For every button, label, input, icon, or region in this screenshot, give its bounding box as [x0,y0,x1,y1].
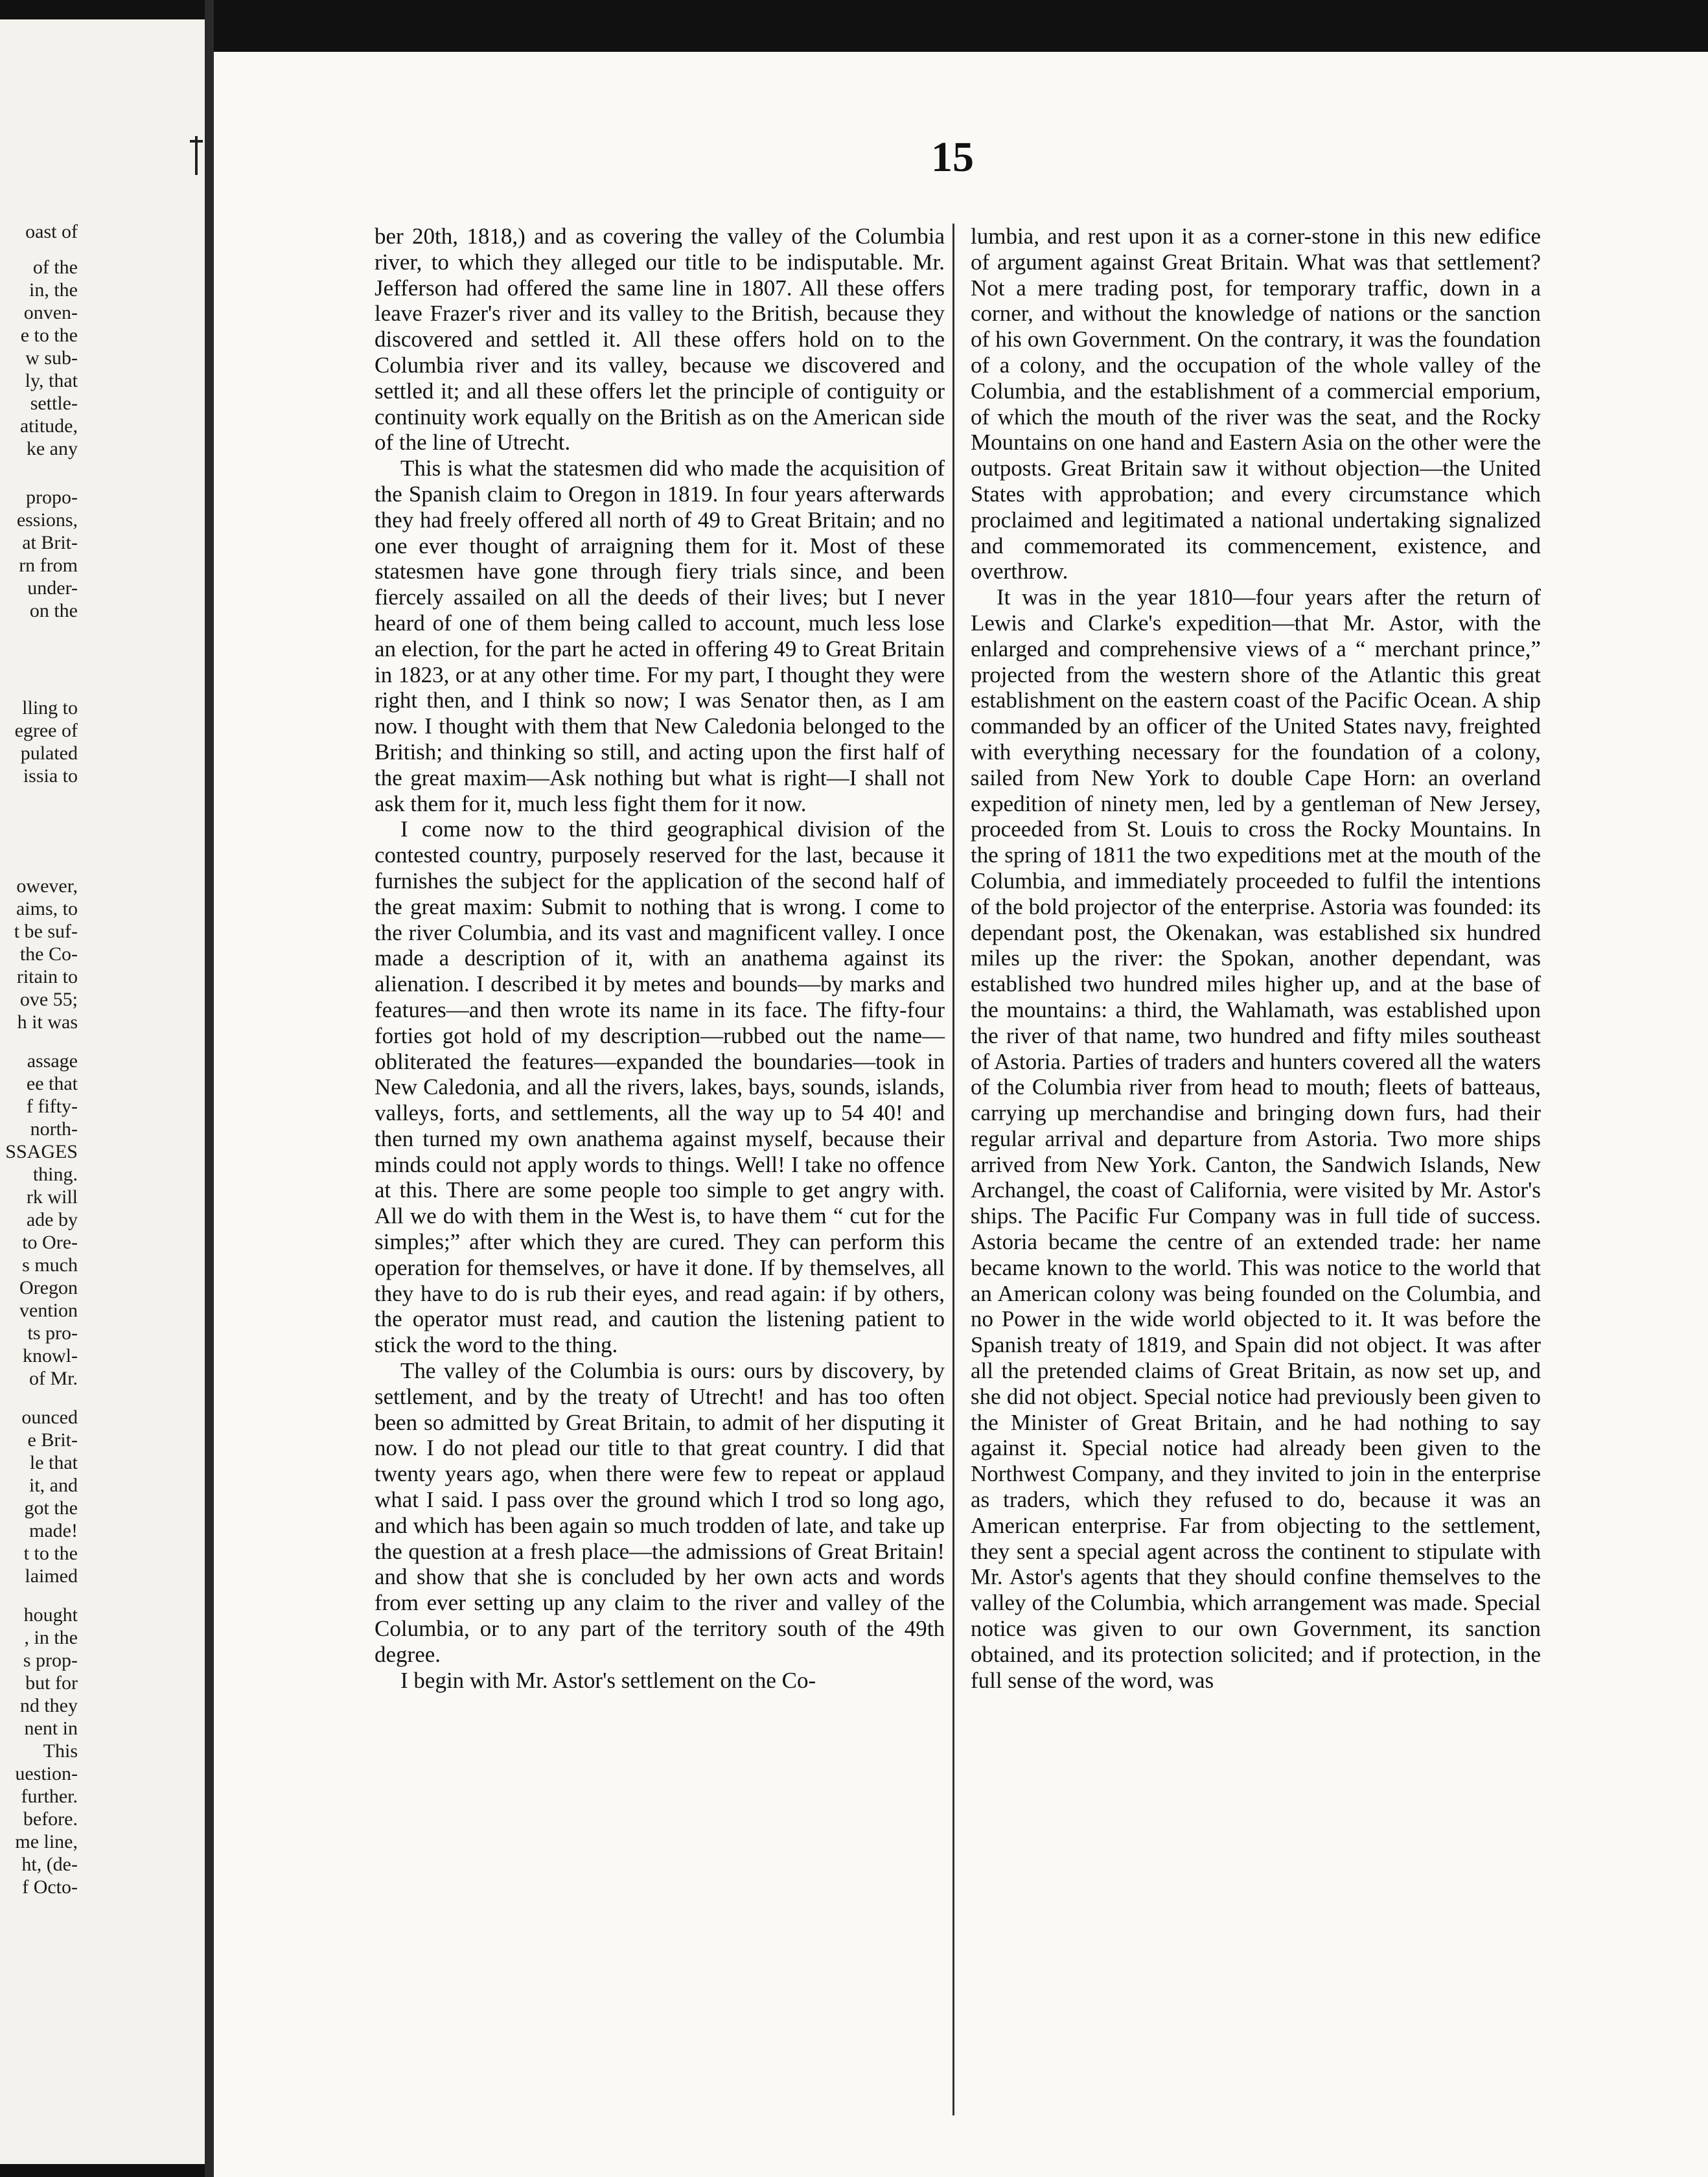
paragraph: I begin with Mr. Astor's settlement on the Co- [400,1667,816,1693]
prev-page-line: owever, [16,875,78,897]
prev-page-line: ts pro- [27,1322,78,1344]
prev-page-line: ove 55; [19,989,78,1010]
prev-page-line: aims, to [16,898,78,919]
prev-page-line: ly, that [25,370,78,391]
prev-page-line: the Co- [19,943,78,965]
prev-page-line: le that [29,1452,78,1473]
prev-page-line: , in the [24,1627,78,1648]
paragraph: ber 20th, 1818,) and as covering the valley of the Columbia river, to which they alleged our title to be indisputable. Mr. Jefferson had offered the same line in 1807. All these offers leave Frazer's river and its valley to the British, because they discovered and settled it. All these offers hold on to the Columbia river and its valley, because we discovered and settled it; and all these offers let the principle of contiguity or continuity work equally on the British as on the American side of the line of Utrecht. [375,224,945,455]
prev-page-line: laimed [25,1565,78,1587]
prev-page-line: pulated [20,743,78,764]
prev-page-line: in, the [29,279,78,301]
prev-page-line: of the [32,257,78,278]
prev-page-line: w sub- [25,347,78,369]
prev-page-line: rn from [19,555,78,576]
prev-page-line: ade by [26,1209,78,1230]
prev-page-line: h it was [17,1011,78,1033]
text-column-left [375,224,945,1693]
prev-page-line: essions, [16,509,78,531]
prev-page-line: settle- [30,393,78,414]
prev-page-line: before. [23,1808,78,1830]
prev-page-line: nd they [19,1695,78,1716]
prev-page-line: hought [23,1604,78,1626]
prev-page-line: ke any [26,438,78,459]
prev-page-line: e to the [20,325,78,346]
prev-page-line: t be suf- [14,921,78,942]
page-binding [205,0,214,2177]
prev-page-line: further. [21,1786,78,1807]
prev-page-line: rk will [26,1186,78,1208]
prev-page-line: vention [19,1300,78,1321]
prev-page-line: egree of [14,720,78,741]
paragraph: This is what the statesmen did who made the acquisition of the Spanish claim to Oregon in 1819. In four years afterwards they had freely offered all north of 49 to Great Britain; and no one ever thought of arraigning them for it. Most of these statesmen have gone through fiery trials since, and been fiercely assailed on all the deeds of their lives; but I never heard of one of them being called to account, much less lose an election, for the part he acted in offering 49 to Great Britain in 1823, or at any other time. For my part, I thought they were right then, and I think so now; I was Senator then, as I am now. I thought with them that New Caledonia belonged to the British; and thinking so still, and acting upon the first half of the great maxim—Ask nothing but what is right—I shall not ask them for it, much less fight them for it now. [375,455,945,816]
prev-page-line: ht, (de- [21,1854,78,1875]
paragraph: I come now to the third geographical division of the contested country, purposely reserved for the last, because it furnishes the subject for the application of the second half of the great maxim: Submit to nothing that is wrong. I come to the river Columbia, and its vast and magnificent valley. I once made a description of it, with an anathema against its alienation. I described it by metes and bounds—by marks and features—and then wrote its name in its face. The fifty-four forties got hold of my description—rubbed out the name—obliterated the features—expanded the boundaries—took in New Caledonia, and all the rivers, lakes, bays, sounds, islands, valleys, forts, and settlements, all the way up to 54 40! and then turned my own anathema against myself, because their minds could not apply words to things. Well! I take no offence at this. There are some people too simple to get angry with. All we do with them in the West is, to have them “ cut for the simples;” after which they are cured. They can perform this operation for themselves, or have it done. If by themselves, all they have to do is rub their eyes, and read again: if by others, the operator must read, and caution the listening patient to stick the word to the thing. [375,816,945,1358]
paragraph: lumbia, and rest upon it as a corner-stone in this new edifice of argument against Great Britain. What was that settlement? Not a mere trading post, for temporary traffic, down in a corner, and without the knowledge of nations or the sanction of his own Government. On the contrary, it was the foundation of a colony, and the occupation of the whole valley of the Columbia, and the establishment of a commercial emporium, of which the mouth of the river was the seat, and the Rocky Mountains on one hand and Eastern Asia on the other were the outposts. Great Britain saw it without objection—the United States with approbation; and every circumstance which proclaimed and legitimated a national undertaking signalized and commemorated its commencement, existence, and overthrow. [971,224,1541,584]
prev-page-line: issia to [23,765,78,787]
prev-page-line: uestion- [15,1763,78,1784]
prev-page-line: ounced [21,1407,78,1428]
page [214,52,1708,2177]
prev-page-line: Oregon [19,1277,78,1298]
paragraph: It was in the year 1810—four years after the return of Lewis and Clarke's expedition—that Mr. Astor, with the enlarged and comprehensive views of a “ merchant prince,” projected from the western shore of the Atlantic this great establishment on the eastern coast of the Pacific Ocean. A ship commanded by an officer of the United States navy, freighted with everything necessary for the foundation of a colony, sailed from New York to double Cape Horn: an overland expedition of ninety men, led by a gentleman of New Jersey, proceeded from St. Louis to cross the Rocky Mountains. In the spring of 1811 the two expeditions met at the mouth of the Columbia, and immediately proceeded to fulfil the intentions of the bold projector of the enterprise. Astoria was founded: its dependant post, the Okenakan, was established six hundred miles up the river: the Spokan, another dependant, was established two hundred miles higher up, and at the base of the mountains: a third, the Wahlamath, was established upon the river of that name, two hundred and fifty miles southeast of Astoria. Parties of traders and hunters covered all the waters of the Columbia river from head to mouth; fleets of batteaus, carrying up merchandise and bringing down furs, had their regular arrival and departure from Astoria. Two more ships arrived from New York. Canton, the Sandwich Islands, New Archangel, the coast of California, were visited by Mr. Astor's ships. The Pacific Fur Company was in full tide of success. Astoria became the centre of an extended trade: her name became known to the world. This was notice to the world that an American colony was being founded on the Columbia, and no Power in the wide world objected to it. It was before the Spanish treaty of 1819, and Spain did not object. It was after all the pretended claims of Great Britain, as now set up, and she did not object. Special notice had previously been given to the Minister of Great Britain, and he had nothing to say against it. Special notice had already been given to the Northwest Company, and they invited to join in the enterprise as traders, which they refused to do, because it was an American enterprise. Far from objecting to the settlement, they sent a special agent across the continent to stipulate with Mr. Astor's agents that they should confine themselves to the valley of the Columbia, which arrangement was made. Special notice was given to our own Government, its sanction obtained, and its protection solicited; and if protection, in the full sense of the word, was [971,584,1541,1693]
prev-page-line: assage [27,1050,78,1072]
prev-page-line: onven- [23,302,78,323]
prev-page-line: got the [24,1497,78,1519]
prev-page-line: nent in [24,1718,78,1739]
prev-page-line: atitude, [19,415,78,437]
text-column-right [971,224,1541,1693]
prev-page-line: ritain to [16,966,78,987]
prev-page-line: f fifty- [26,1096,78,1117]
prev-page-line: north- [30,1118,78,1140]
prev-page-line: s much [22,1254,78,1276]
prev-page-line: on the [29,600,78,621]
prev-page-line: it, and [29,1475,78,1496]
prev-page-line: under- [27,577,78,599]
page-number: 15 [931,133,974,181]
prev-page-line: lling to [22,697,78,719]
prev-page-line: ee that [26,1073,78,1094]
prev-page-line: of Mr. [29,1368,78,1389]
prev-page-line: but for [25,1672,78,1694]
prev-page-line: at Brit- [22,532,78,553]
paragraph: The valley of the Columbia is ours: ours by discovery, by settlement, and by the treaty of Utrecht! and has too often been so admitted by Great Britain, to admit of her disputing it now. I do not plead our title to that great country. I did that twenty years ago, when there were few to repeat or applaud what I said. I pass over the ground which I trod so long ago, and which has been again so much trodden of late, and take up the question at a fresh place—the admissions of Great Britain! and show that she is concluded by her own acts and words from ever setting up any claim to the river and valley of the Columbia, or to any part of the territory south of the 49th degree. [375,1358,945,1667]
prev-page-line: SSAGES [5,1141,78,1162]
prev-page-line: thing. [32,1164,78,1185]
prev-page-line: propo- [26,487,78,508]
prev-page-line: This [43,1740,78,1762]
binding-marker [188,136,205,175]
prev-page-line: oast of [25,221,78,242]
prev-page-line: e Brit- [27,1429,78,1451]
prev-page-line: made! [29,1520,78,1541]
prev-page-line: me line, [15,1831,78,1852]
column-divider [952,224,954,2115]
prev-page-line: knowl- [23,1345,78,1366]
prev-page-line: to Ore- [22,1232,78,1253]
prev-page-line: t to the [23,1543,78,1564]
previous-page-fragment [0,19,206,2164]
prev-page-line: s prop- [23,1650,78,1671]
prev-page-line: f Octo- [22,1876,78,1898]
